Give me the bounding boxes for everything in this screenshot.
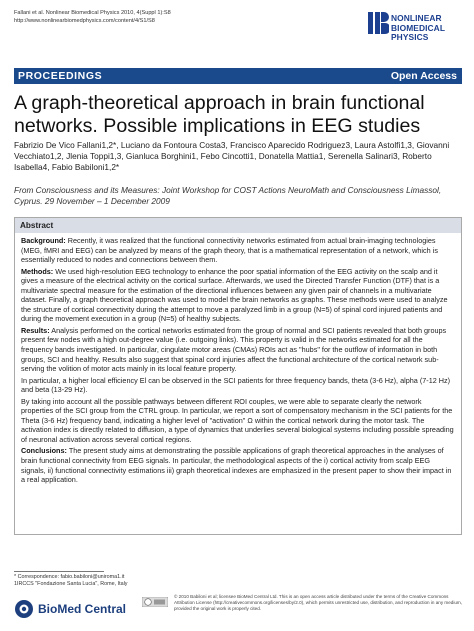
author-list: Fabrizio De Vico Fallani1,2*, Luciano da Fontoura Costa3, Francisco Aparecido Rodriguez3, Laura Astolfi1,3, Giovanni Vecchiato1,2, Jlenia Toppi1,3, Gianluca Borghini1, Febo Cincotti1, Donatella Mattia1, Serenella Salinari3, Roberto Isabella4, Fabio Babiloni1,2*: [14, 140, 450, 173]
abstract-box: [14, 217, 462, 535]
section-label: PROCEEDINGS: [18, 70, 103, 82]
abstract-results-cont: [21, 397, 454, 445]
abstract-section-text: Recently, it was realized that the functional connectivity networks estimated from actual brain-imaging technologies (MEG, fMRI and EEG) can be analyzed by means of the graph theory, that is a mathematical representation of a network, which is essentially reduced to nodes and connections between them.: [21, 236, 438, 265]
journal-name: [391, 14, 467, 43]
section-bar: [14, 68, 462, 84]
journal-logo: [367, 10, 467, 43]
conference-info: From Consciousness and its Measures: Joint Workshop for COST Actions NeuroMath and Consciousness Limassol, Cyprus. 29 November – 1 December 2009: [14, 185, 442, 206]
abstract-results: [21, 326, 454, 374]
journal-name-line2: PHYSICS: [391, 32, 429, 43]
abstract-methods: [21, 267, 454, 324]
abstract-section-text: Analysis performed on the cortical networks estimated from the group of normal and SCI patients revealed that both groups present few nodes with a high out-degree value (i.e. outgoing links). This property is valid in the networks estimated for all the frequency bands investigated. In particular, cingulate motor areas (CMAs) ROIs act as "hubs" for the outflow of information in both groups, SCI and healthy. Results also suggest that spinal cord injuries affect the functional architecture of the cortical network sub-serving the volition of motor acts mainly in its local feature property.: [21, 325, 447, 374]
abstract-section-text: By taking into account all the possible pathways between different ROI couples, we were able to separate clearly the network properties of the SCI group from the CTRL group. In particular, we report a sort of compensatory mechanism in the SCI patients for the Theta (3-6 Hz) frequency band, indicating a higher level of "activation" Ω within the cortical network during the motor task. The activation index is directly related to diffusion, a type of dynamics that underlies several biological systems including possible spreading of neuronal activation across several cortical regions.: [21, 396, 454, 444]
abstract-section-text: We used high-resolution EEG technology to enhance the poor spatial information of the EEG activity on the scalp and it gives a measure of the electrical activity on the cortical surface. Afterwards, we used the Directed Transfer Function (DTF) that is a multivariate spectral measure for the estimation of the directional influences between any given pair of channels in a multivariate dataset. Finally, a graph theoretical approach was used to model the brain networks as graphs. These methods were used to analyze the structure of cortical connectivity during the attempt to move a paralyzed limb in a group (N=5) of spinal cord injured patients and during the movement execution in a group (N=5) of healthy subjects.: [21, 266, 448, 324]
journal-name-line1: NONLINEAR BIOMEDICAL: [391, 13, 446, 33]
abstract-heading: Abstract: [20, 221, 54, 230]
abstract-section-label: Methods:: [21, 266, 54, 276]
abstract-header: [15, 218, 461, 233]
article-title: A graph-theoretical approach in brain functional networks. Possible implications in EEG studies: [14, 92, 425, 137]
abstract-conclusions: [21, 446, 454, 484]
open-access-label: Open Access: [390, 70, 457, 82]
abstract-results-cont: [21, 376, 454, 395]
correspondence-note: * Correspondence: fabio.babiloni@uniroma1.it: [14, 574, 125, 580]
abstract-section-label: Background:: [21, 236, 66, 245]
biomed-central-logo-icon: [14, 599, 34, 619]
publisher-name: BioMed Central: [38, 602, 127, 616]
publisher-logo: [14, 597, 134, 621]
nbp-logo-icon: [367, 10, 389, 36]
article-url[interactable]: http://www.nonlinearbiomedphysics.com/content/4/S1/S8: [14, 18, 155, 24]
copyright-notice: © 2010 Babiloni et al; licensee BioMed Central Ltd. This is an open access article distributed under the terms of the Creative Commons Attribution License (http://creativecommons.org/licenses/by/2.0), which permits unrestricted use, distribution, and reproduction in any medium, provided the original work is properly cited.: [174, 594, 463, 611]
journal-citation: Fallani et al. Nonlinear Biomedical Physics 2010, 4(Suppl 1):S8: [14, 10, 171, 16]
abstract-section-text: In particular, a higher local efficiency El can be observed in the SCI patients for three frequency bands, theta (3-6 Hz), alpha (7-12 Hz) and beta (13-29 Hz).: [21, 375, 451, 395]
cc-license-icon: [142, 597, 168, 607]
footnote-divider: [14, 571, 104, 572]
affiliation-note: 1IRCCS "Fondazione Santa Lucia", Rome, Italy: [14, 581, 128, 587]
abstract-section-label: Conclusions:: [21, 446, 67, 456]
abstract-background: [21, 236, 454, 265]
abstract-section-label: Results:: [21, 325, 50, 335]
abstract-section-text: The present study aims at demonstrating the possible applications of graph theoretical approaches in the analyses of brain functional connectivity from EEG signals. In particular, the methodological aspects of the i) cortical activity from scalp EEG signals, ii) functional connectivity estimations iii) graph theoretical indexes are emphasized in the present paper to show their impact in a real application.: [21, 446, 452, 485]
abstract-body: [21, 236, 454, 487]
